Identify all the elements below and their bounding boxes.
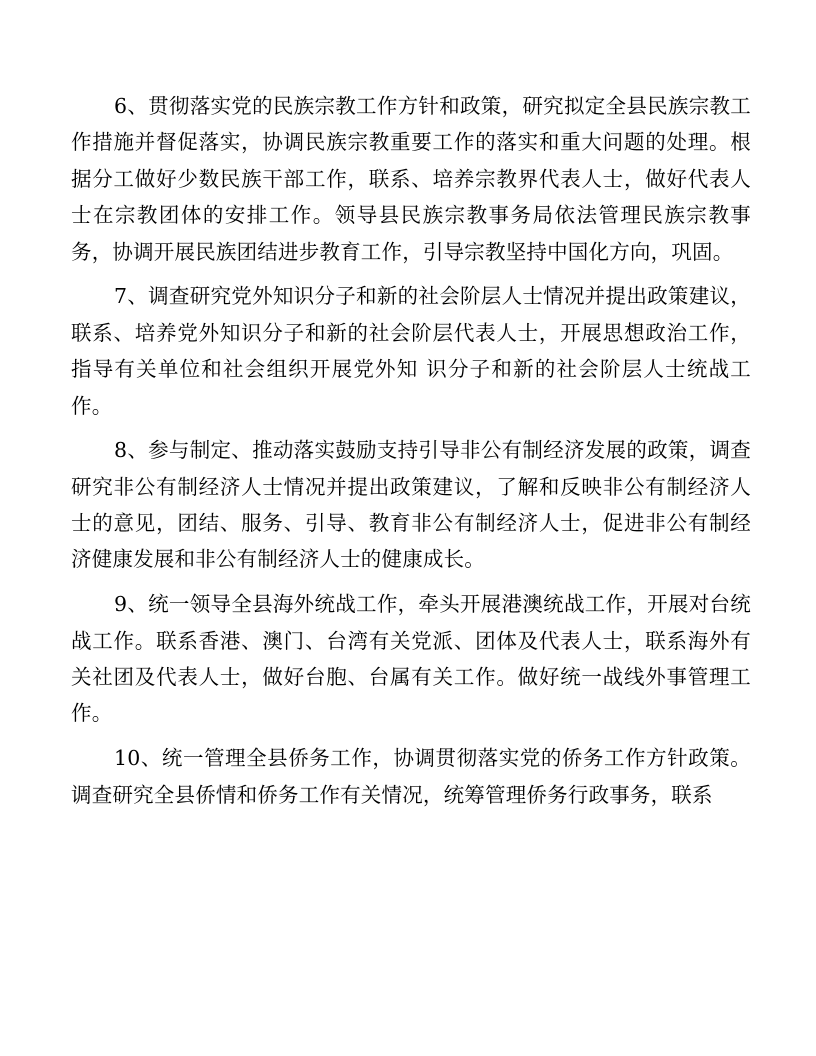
paragraph-item-8: 8、参与制定、推动落实鼓励支持引导非公有制经济发展的政策，调查研究非公有制经济人士情况并提出政策建议，了解和反映非公有制经济人士的意见，团结、服务、引导、教育非公有制经济人士，促进非公有制经济健康发展和非公有制经济人士的健康成长。 (71, 438, 751, 572)
paragraph-item-7: 7、调查研究党外知识分子和新的社会阶层人士情况并提出政策建议，联系、培养党外知识分子和新的社会阶层代表人士，开展思想政治工作，指导有关单位和社会组织开展党外知 识分子和新的社会阶层人士统战工作。 (71, 284, 751, 418)
paragraph-item-10: 10、统一管理全县侨务工作，协调贯彻落实党的侨务工作方针政策。调查研究全县侨情和侨务工作有关情况，统筹管理侨务行政事务，联系 (71, 746, 751, 807)
document-body (71, 88, 751, 821)
paragraph-item-9: 9、统一领导全县海外统战工作，牵头开展港澳统战工作，开展对台统战工作。联系香港、澳门、台湾有关党派、团体及代表人士，联系海外有关社团及代表人士，做好台胞、台属有关工作。做好统一战线外事管理工作。 (71, 592, 751, 726)
paragraph-item-6: 6、贯彻落实党的民族宗教工作方针和政策，研究拟定全县民族宗教工作措施并督促落实，协调民族宗教重要工作的落实和重大问题的处理。根据分工做好少数民族干部工作，联系、培养宗教界代表人士，做好代表人士在宗教团体的安排工作。领导县民族宗教事务局依法管理民族宗教事务，协调开展民族团结进步教育工作，引导宗教坚持中国化方向，巩固。 (71, 94, 751, 264)
